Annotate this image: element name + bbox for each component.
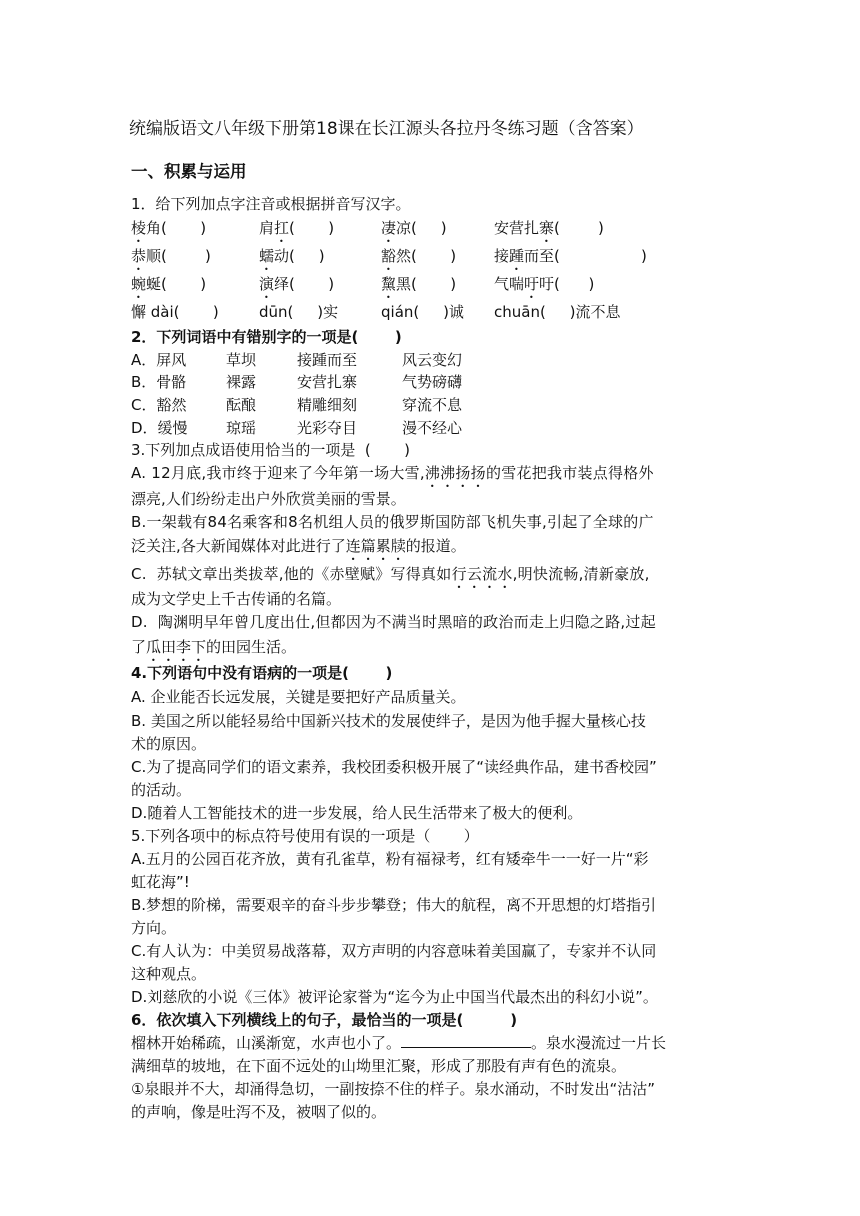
question-6-stem: 6．依次填入下列横线上的句子，最恰当的一项是( ) bbox=[131, 1011, 518, 1029]
q1-item-text: 黑( ) bbox=[396, 275, 457, 293]
q1-item bbox=[381, 302, 464, 330]
q2-option-word: 风云变幻 bbox=[402, 351, 463, 369]
q1-item bbox=[494, 246, 647, 274]
q1-item bbox=[131, 274, 206, 302]
q1-item bbox=[259, 274, 334, 302]
q2-option-label-word: A．屏风 bbox=[131, 351, 187, 369]
q2-option-label-word: B．骨骼 bbox=[131, 373, 187, 391]
question-2-stem: 2．下列词语中有错别字的一项是( ) bbox=[131, 328, 402, 346]
dotted-character: 恭 bbox=[131, 247, 147, 265]
question-5-option-b-line2: 方向。 bbox=[131, 919, 177, 937]
q2-option-word: 接踵而至 bbox=[297, 351, 358, 369]
dotted-character: 豁 bbox=[381, 247, 397, 265]
q1-item bbox=[131, 302, 219, 330]
q1-item-text: chuān( )流不息 bbox=[494, 303, 621, 321]
q1-item-text: ( ) bbox=[289, 219, 335, 237]
dotted-character: 吁 bbox=[524, 275, 540, 293]
q1-item-text: 气喘 bbox=[494, 275, 525, 293]
emphasized-idiom: 沸沸扬扬 bbox=[424, 464, 486, 482]
dotted-character: 扛 bbox=[274, 219, 290, 237]
question-5-option-c-line2: 这种观点。 bbox=[131, 965, 207, 983]
q2-option-word: 漫不经心 bbox=[402, 419, 463, 437]
question-6-sentence-1-line1: ①泉眼并不大，却涌得急切，一副按捺不住的样子。泉水涌动，不时发出“沽沽” bbox=[131, 1080, 655, 1098]
q2-option-word: 草坝 bbox=[226, 351, 257, 369]
q1-item-text: 懈 dài( ) bbox=[131, 303, 219, 321]
question-4-option-c-line1: C.为了提高同学们的语文素养，我校团委积极开展了“读经典作品，建书香校园” bbox=[131, 758, 657, 776]
q2-option-label-word: D．缓慢 bbox=[131, 419, 188, 437]
q1-item-text: 顺( ) bbox=[146, 247, 211, 265]
dotted-character: 凄 bbox=[381, 219, 397, 237]
question-5-option-b-line1: B.梦想的阶梯，需要艰辛的奋斗步步攀登；伟大的航程，离不开思想的灯塔指引 bbox=[131, 896, 657, 914]
q1-item bbox=[381, 274, 456, 302]
q1-item-text: 吁( ) bbox=[539, 275, 595, 293]
q2-option-word: 安营扎寨 bbox=[297, 373, 358, 391]
q1-item bbox=[494, 302, 621, 330]
question-4-stem: 4.下列语句中没有语病的一项是( ) bbox=[131, 664, 393, 682]
question-3-option-d-line2: 了瓜田李下的田园生活。 bbox=[131, 638, 297, 656]
q1-item-text: qián( )诚 bbox=[381, 303, 464, 321]
question-5-option-c-line1: C.有人认为：中美贸易战落幕，双方声明的内容意味着美国赢了，专家并不认同 bbox=[131, 942, 657, 960]
q2-option-word: 精雕细刻 bbox=[297, 396, 358, 414]
question-6-passage-line1: 榴林开始稀疏，山溪渐宽，水声也小了。 。泉水漫流过一片长 bbox=[131, 1034, 667, 1052]
question-4-option-b-line1: B. 美国之所以能轻易给中国新兴技术的发展使绊子，是因为他手握大量核心技 bbox=[131, 712, 646, 730]
question-3-stem: 3.下列加点成语使用恰当的一项是 ( ) bbox=[131, 441, 410, 459]
question-1-stem: 1．给下列加点字注音或根据拼音写汉字。 bbox=[131, 195, 411, 213]
q2-option-word: 穿流不息 bbox=[402, 396, 463, 414]
question-6-passage-line2: 满细草的坡地，在下面不远处的山坳里汇聚，形成了那股有声有色的流泉。 bbox=[131, 1057, 627, 1075]
question-3-option-b-line1: B.一架载有84名乘客和8名机组人员的俄罗斯国防部飞机失事,引起了全球的广 bbox=[131, 513, 654, 531]
q1-item-text: 动( ) bbox=[274, 247, 325, 265]
section-heading: 一、积累与运用 bbox=[131, 162, 247, 181]
question-6-sentence-1-line2: 的声响，像是吐泻不及，被咽了似的。 bbox=[131, 1103, 387, 1121]
dotted-character: 寨 bbox=[539, 219, 555, 237]
q2-option-word: 裸露 bbox=[226, 373, 257, 391]
q1-item bbox=[131, 218, 206, 246]
dotted-character: 黧 bbox=[381, 275, 397, 293]
question-3-option-a-line1: A. 12月底,我市终于迎来了今年第一场大雪,沸沸扬扬的雪花把我市装点得格外 bbox=[131, 464, 654, 482]
question-5-option-a-line1: A.五月的公园百花齐放，黄有孔雀草，粉有福禄考，红有矮牵牛一一好一片“彩 bbox=[131, 850, 649, 868]
q2-option-word: 光彩夺目 bbox=[297, 419, 358, 437]
q1-item bbox=[259, 302, 338, 330]
question-5-option-d: D.刘慈欣的小说《三体》被评论家誉为“迄今为止中国当代最杰出的科幻小说”。 bbox=[131, 988, 658, 1006]
q1-item-text: 然( ) bbox=[396, 247, 457, 265]
q1-item-text: 凉( ) bbox=[396, 219, 447, 237]
dotted-character: 棱 bbox=[131, 219, 147, 237]
answer-blank-line[interactable] bbox=[401, 1033, 531, 1048]
emphasized-idiom: 行云流水 bbox=[451, 565, 513, 583]
question-3-option-c-line2: 成为文学史上千古传诵的名篇。 bbox=[131, 590, 342, 608]
document-title: 统编版语文八年级下册第18课在长江源头各拉丹冬练习题（含答案） bbox=[129, 119, 644, 139]
question-4-option-a: A. 企业能否长远发展，关键是要把好产品质量关。 bbox=[131, 688, 466, 706]
q1-item-text: 蜒( ) bbox=[146, 275, 207, 293]
q1-item-text: 而至( ) bbox=[524, 247, 647, 265]
question-3-option-d-line1: D. 陶渊明早年曾几度出仕,但都因为不满当时黑暗的政治而走上归隐之路,过起 bbox=[131, 613, 656, 631]
q1-item-text: 肩 bbox=[259, 219, 275, 237]
question-4-option-b-line2: 术的原因。 bbox=[131, 735, 207, 753]
question-3-option-c-line1: C. 苏轼文章出类拔萃,他的《赤壁赋》写得真如行云流水,明快流畅,清新豪放, bbox=[131, 565, 650, 583]
emphasized-idiom: 瓜田李下 bbox=[146, 638, 207, 656]
q1-item bbox=[494, 218, 604, 246]
q2-option-label-word: C．豁然 bbox=[131, 396, 187, 414]
question-4-option-d: D.随着人工智能技术的进一步发展，给人民生活带来了极大的便利。 bbox=[131, 804, 583, 822]
q1-item-text: 绎( ) bbox=[274, 275, 335, 293]
q1-item-text: 接 bbox=[494, 247, 510, 265]
q2-option-word: 气势磅礴 bbox=[402, 373, 463, 391]
q1-item bbox=[131, 246, 211, 274]
q1-item bbox=[381, 218, 447, 246]
q1-item-text: ( ) bbox=[554, 219, 604, 237]
q1-item bbox=[494, 274, 594, 302]
q1-item bbox=[259, 218, 334, 246]
q2-option-word: 酝酿 bbox=[226, 396, 257, 414]
q1-item-text: 安营扎 bbox=[494, 219, 540, 237]
question-5-stem: 5.下列各项中的标点符号使用有误的一项是（ ） bbox=[131, 827, 479, 845]
dotted-character: 蠕 bbox=[259, 247, 275, 265]
question-4-option-c-line2: 的活动。 bbox=[131, 781, 192, 799]
emphasized-idiom: 连篇累牍 bbox=[345, 537, 406, 555]
question-3-option-a-line2: 漂亮,人们纷纷走出户外欣赏美丽的雪景。 bbox=[131, 490, 406, 508]
question-5-option-a-line2: 虹花海”! bbox=[131, 873, 190, 891]
dotted-character: 踵 bbox=[509, 247, 525, 265]
dotted-character: 演 bbox=[259, 275, 275, 293]
q1-item bbox=[381, 246, 456, 274]
question-3-option-b-line2: 泛关注,各大新闻媒体对此进行了连篇累牍的报道。 bbox=[131, 537, 466, 555]
q1-item-text: dūn( )实 bbox=[259, 303, 339, 321]
dotted-character: 蜿 bbox=[131, 275, 147, 293]
q1-item bbox=[259, 246, 325, 274]
q1-item-text: 角( ) bbox=[146, 219, 207, 237]
q2-option-word: 琼瑶 bbox=[226, 419, 257, 437]
